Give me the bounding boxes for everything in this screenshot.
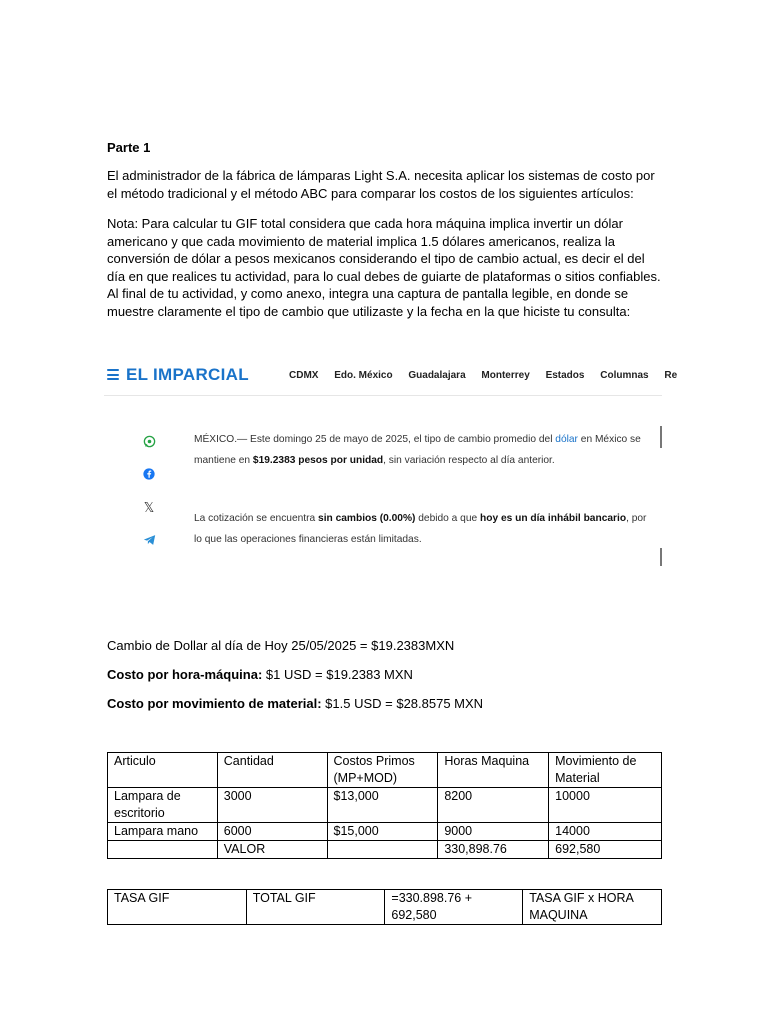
header-divider xyxy=(104,395,662,396)
table-cell: 9000 xyxy=(438,823,549,841)
intro-paragraph: El administrador de la fábrica de lámparas Light S.A. necesita aplicar los sistemas de costo por el método tradicional y el método ABC para comparar los costos de los siguientes artículos: xyxy=(107,168,655,201)
cost-per-hour-value: $1 USD = $19.2383 MXN xyxy=(262,667,413,682)
nav-item: Monterrey xyxy=(481,370,530,381)
section-heading: Parte 1 xyxy=(107,140,151,155)
table-cell: 6000 xyxy=(217,823,327,841)
table-cell: TOTAL GIF xyxy=(246,890,385,925)
nav-item: Edo. México xyxy=(334,370,393,381)
article-bold: hoy es un día inhábil bancario xyxy=(480,513,627,524)
site-header xyxy=(104,356,678,396)
x-icon: 𝕏 xyxy=(143,500,155,515)
whatsapp-icon xyxy=(142,435,156,449)
telegram-icon xyxy=(142,534,156,548)
header-cell: Horas Maquina xyxy=(438,753,549,788)
table-cell xyxy=(327,841,438,859)
table-row xyxy=(108,823,662,841)
nav-item: Re xyxy=(664,370,678,381)
table-row xyxy=(108,890,662,925)
table-cell: Lampara de escritorio xyxy=(108,788,218,823)
article-text: , sin variación respecto al día anterior. xyxy=(383,455,555,466)
article-text: , por lo que las operaciones financieras están limitadas. xyxy=(194,513,647,545)
table-cell: 8200 xyxy=(438,788,549,823)
table-row xyxy=(108,788,662,823)
scrollbar-mark xyxy=(660,426,662,448)
article-text: MÉXICO.— Este domingo 25 de mayo de 2025, el tipo de cambio promedio del xyxy=(194,434,556,445)
site-logo: EL IMPARCIAL xyxy=(126,365,249,384)
note-paragraph: Nota: Para calcular tu GIF total considera que cada hora máquina implica invertir un dólar americano y que cada movimiento de material implica 1.5 dólares americanos, realiza la conversión de dólar a pesos mexicanos considerando el tipo de cambio actual, es decir el del día en que realices tu actividad, para lo cual debes de guiarte de plataformas o sitios confiables. Al final de tu actividad, y como anexo, integra una captura de pantalla legible, en donde se muestre claramente el tipo de cambio que utilizaste y la fecha en la que hiciste tu consulta: xyxy=(107,216,661,319)
table-cell: 14000 xyxy=(549,823,662,841)
article-rate-bold: $19.2383 pesos por unidad xyxy=(252,455,384,466)
scrollbar-mark xyxy=(660,548,662,566)
table-row xyxy=(108,841,662,859)
exchange-rate-line: Cambio de Dollar al día de Hoy 25/05/2025 = $19.2383MXN xyxy=(107,638,455,653)
dollar-link[interactable]: dólar xyxy=(555,434,578,445)
nav-item: Columnas xyxy=(600,370,649,381)
table-cell: =330.898.76 + 692,580 xyxy=(385,890,523,925)
table-cell: TASA GIF x HORA MAQUINA xyxy=(523,890,662,925)
cost-per-hour-line xyxy=(107,666,663,684)
table-header-row xyxy=(108,753,662,788)
table-cell: 692,580 xyxy=(549,841,662,859)
table-cell: $15,000 xyxy=(327,823,438,841)
facebook-icon xyxy=(142,468,156,482)
article-text: debido a que xyxy=(415,513,480,524)
site-nav xyxy=(289,370,690,381)
header-cell: Cantidad xyxy=(217,753,327,788)
table-cell xyxy=(108,841,218,859)
articles-table xyxy=(107,752,662,859)
header-cell: Movimiento de Material xyxy=(549,753,662,788)
cost-per-move-value: $1.5 USD = $28.8575 MXN xyxy=(321,696,484,711)
exchange-rate-screenshot xyxy=(104,356,678,570)
header-cell: Articulo xyxy=(108,753,218,788)
table-cell: Lampara mano xyxy=(108,823,218,841)
cost-per-hour-label: Costo por hora-máquina: xyxy=(107,667,263,682)
table-cell: 330,898.76 xyxy=(438,841,549,859)
nav-item: Estados xyxy=(545,370,585,381)
table-cell: 10000 xyxy=(549,788,662,823)
table-cell: 3000 xyxy=(217,788,327,823)
menu-icon xyxy=(107,369,119,380)
article-bold: sin cambios (0.00%) xyxy=(318,513,416,524)
table-cell: $13,000 xyxy=(327,788,438,823)
cost-per-move-label: Costo por movimiento de material: xyxy=(107,696,322,711)
article-paragraph-2 xyxy=(194,508,649,550)
nav-item: CDMX xyxy=(289,370,319,381)
nav-item: Guadalajara xyxy=(408,370,466,381)
article-text: La cotización se encuentra xyxy=(194,513,319,524)
article-text: en México se mantiene en xyxy=(194,434,641,466)
table-cell: VALOR xyxy=(217,841,327,859)
gif-rate-table xyxy=(107,889,662,925)
article-paragraph-1 xyxy=(194,429,649,471)
table-cell: TASA GIF xyxy=(108,890,247,925)
header-cell: Costos Primos (MP+MOD) xyxy=(327,753,438,788)
cost-per-move-line xyxy=(107,695,663,713)
